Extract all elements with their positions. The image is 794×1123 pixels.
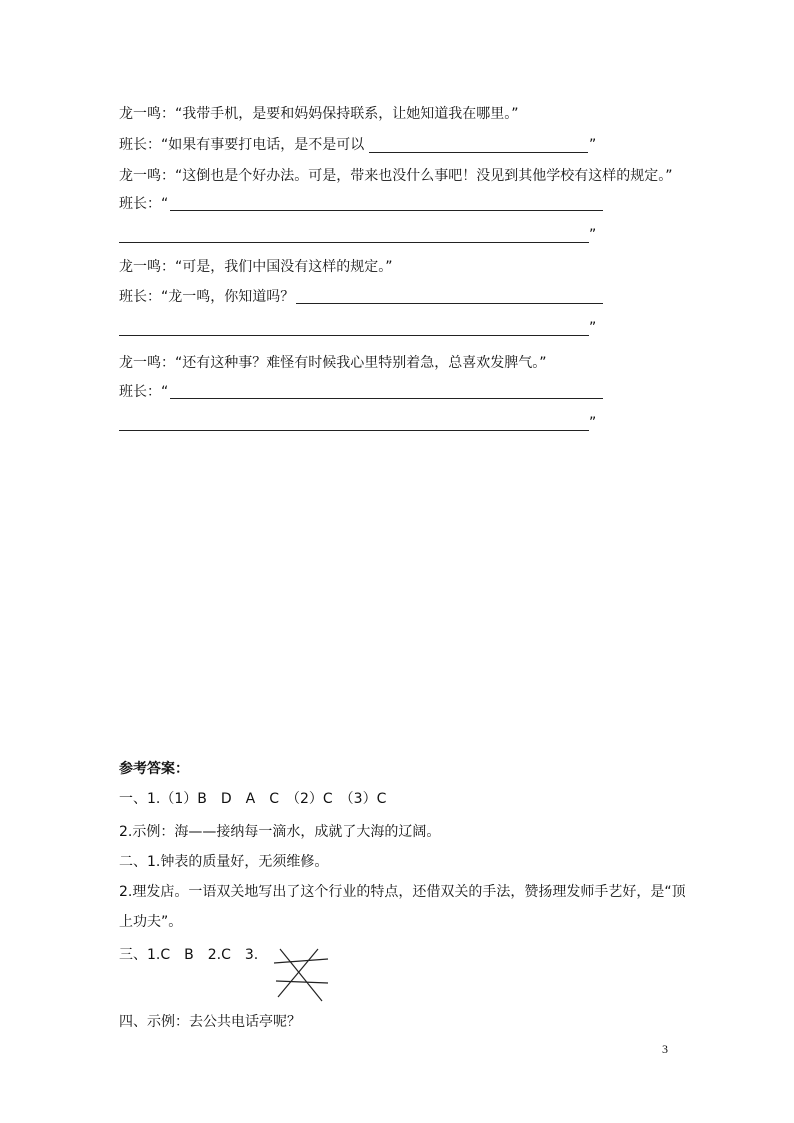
answer-blank[interactable]	[369, 152, 588, 153]
answers-heading: 参考答案：	[119, 761, 189, 777]
answer-line-2: 2.示例：海——接纳每一滴水，成就了大海的辽阔。	[119, 824, 441, 840]
dialogue-line-2: 班长：“如果有事要打电话，是不是可以	[119, 137, 365, 153]
answer-blank[interactable]	[119, 430, 589, 431]
dialogue-line-6: 龙一鸣：“可是，我们中国没有这样的规定。”	[119, 259, 393, 275]
dialogue-line-4: 班长：“	[119, 196, 169, 212]
figure-line-horizontal-top	[274, 959, 328, 963]
dialogue-line-3: 龙一鸣：“这倒也是个好办法。可是，带来也没什么事吧！没见到其他学校有这样的规定。”	[119, 168, 673, 184]
dialogue-line-9: 龙一鸣：“还有这种事？难怪有时候我心里特别着急，总喜欢发脾气。”	[119, 355, 547, 371]
page-number: 3	[662, 1042, 668, 1056]
answer-line-4: 2.理发店。一语双关地写出了这个行业的特点，还借双关的手法，赞扬理发师手艺好，是“顶	[119, 884, 686, 900]
dialogue-line-1: 龙一鸣：“我带手机，是要和妈妈保持联系，让她知道我在哪里。”	[119, 106, 519, 122]
dialogue-line-10: 班长：“	[119, 384, 169, 400]
closing-quote: ”	[589, 137, 597, 153]
answer-blank[interactable]	[170, 210, 603, 211]
answer-line-1: 一、1.（1）B D A C （2）C （3）C	[119, 791, 387, 807]
figure-line-diagonal-right	[278, 949, 318, 997]
closing-quote: ”	[589, 227, 597, 243]
answer-line-5: 上功夫”。	[119, 914, 183, 930]
dialogue-line-7: 班长：“龙一鸣，你知道吗？	[119, 289, 295, 305]
answer-line-6: 三、1.C B 2.C 3.	[119, 947, 259, 963]
crossed-lines-figure	[270, 945, 332, 1003]
answer-line-7: 四、示例：去公共电话亭呢？	[119, 1014, 301, 1030]
figure-line-horizontal-bottom	[276, 981, 328, 983]
closing-quote: ”	[589, 320, 597, 336]
answer-line-3: 二、1.钟表的质量好，无须维修。	[119, 854, 329, 870]
answer-blank[interactable]	[296, 303, 603, 304]
closing-quote: ”	[589, 415, 597, 431]
answer-blank[interactable]	[119, 335, 589, 336]
answer-blank[interactable]	[119, 242, 589, 243]
answer-blank[interactable]	[170, 398, 603, 399]
figure-line-diagonal-left	[280, 949, 322, 1001]
